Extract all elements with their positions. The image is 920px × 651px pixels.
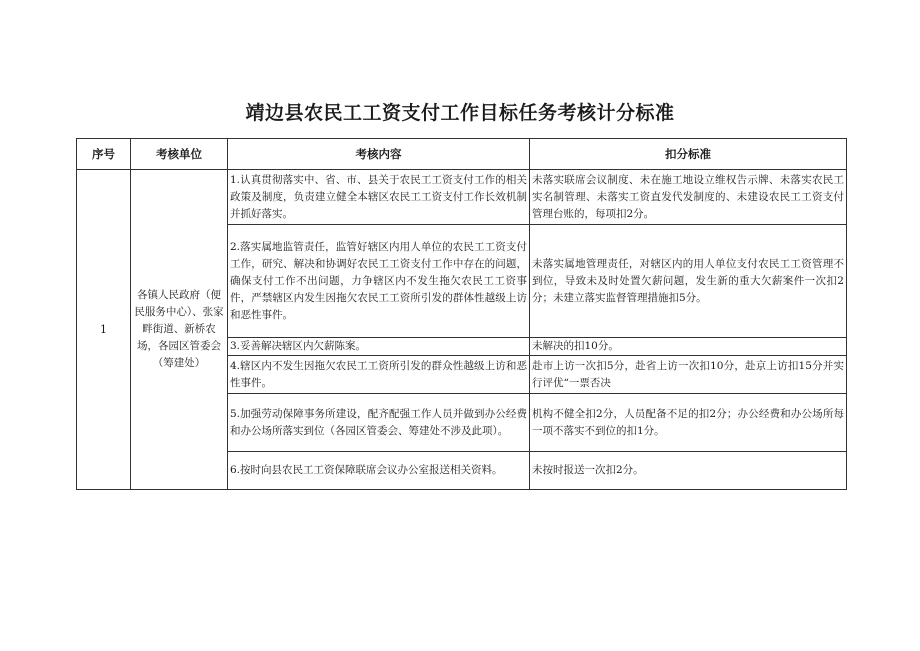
deduct-cell: 未落实属地管理责任，对辖区内的用人单位支付农民工工资管理不到位，导致未及时处置欠薪问题，发生新的重大欠薪案件一次扣2分；未建立落实监督管理措施扣5分。 [530,225,847,338]
unit-cell: 各镇人民政府（便民服务中心）、张家畔街道、新桥农场，各园区管委会（筹建处） [131,170,228,490]
header-seq: 序号 [77,139,131,170]
content-cell: 1.认真贯彻落实中、省、市、县关于农民工工资支付工作的相关政策及制度，负责建立健全本辖区农民工工资支付工作长效机制并抓好落实。 [228,170,530,225]
content-cell: 2.落实属地监管责任，监管好辖区内用人单位的农民工工资支付工作，研究、解决和协调好农民工工资支付工作中存在的问题，确保支付工作不出问题，力争辖区内不发生拖欠农民工工资事件，严禁辖区内发生因拖欠农民工工资所引发的群体性越级上访和恶性事件。 [228,225,530,338]
header-content: 考核内容 [228,139,530,170]
seq-cell: 1 [77,170,131,490]
deduct-cell: 未按时报送一次扣2分。 [530,452,847,490]
deduct-cell: 机构不健全扣2分，人员配备不足的扣2分；办公经费和办公场所每一项不落实不到位的扣1分。 [530,394,847,452]
content-cell: 5.加强劳动保障事务所建设，配齐配强工作人员并做到办公经费和办公场所落实到位（各园区管委会、筹建处不涉及此项）。 [228,394,530,452]
page-title: 靖边县农民工工资支付工作目标任务考核计分标准 [245,102,675,124]
content-cell: 4.辖区内不发生因拖欠农民工工资所引发的群众性越级上访和恶性事件。 [228,356,530,394]
table-header-row [77,139,847,170]
content-cell: 3.妥善解决辖区内欠薪陈案。 [228,338,530,356]
content-cell: 6.按时向县农民工工资保障联席会议办公室报送相关资料。 [228,452,530,490]
header-deduct: 扣分标准 [530,139,847,170]
deduct-cell: 赴市上访一次扣5分，赴省上访一次扣10分，赴京上访扣15分并实行评优“一票否决 [530,356,847,394]
table-row [77,170,847,225]
deduct-cell: 未落实联席会议制度、未在施工地设立维权告示牌、未落实农民工实名制管理、未落实工资直发代发制度的、未建设农民工工资支付管理台账的，每项扣2分。 [530,170,847,225]
assessment-table [76,138,847,490]
deduct-cell: 未解决的扣10分。 [530,338,847,356]
header-unit: 考核单位 [131,139,228,170]
